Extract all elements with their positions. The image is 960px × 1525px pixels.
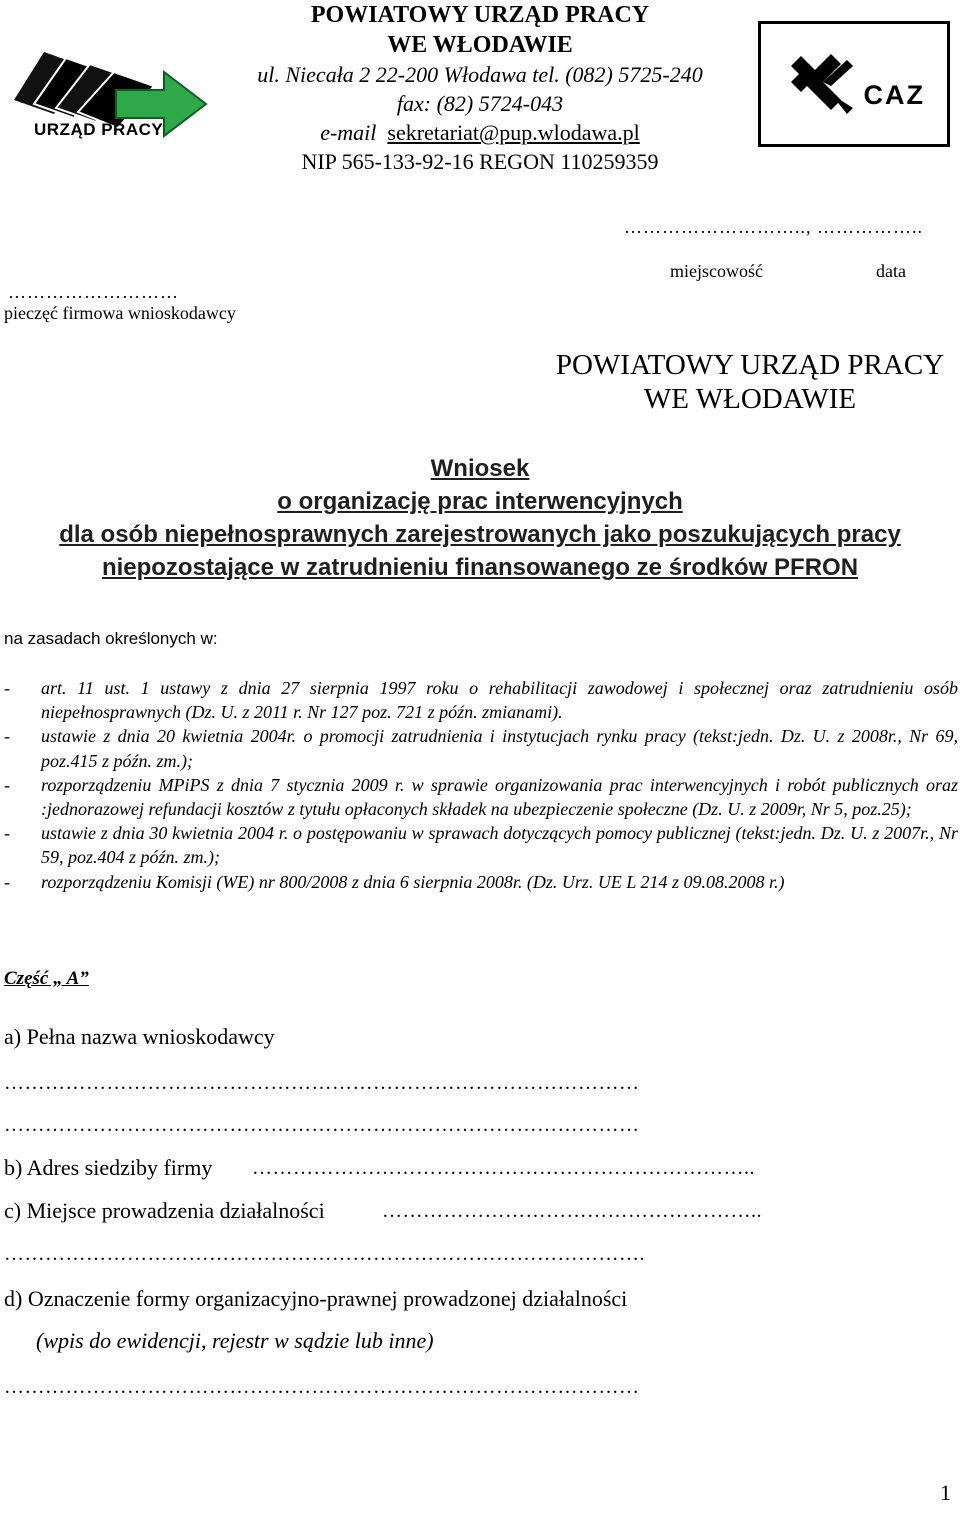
stamp-dots: ……………………… [8,282,179,302]
list-dash: - [4,726,10,747]
title-line2: o organizację prac interwencyjnych [277,488,683,515]
urzad-pracy-logo-text: URZĄD PRACY [34,120,164,139]
legal-basis-text: art. 11 ust. 1 ustawy z dnia 27 sierpnia 1997 roku o rehabilitacji zawodowej i społecznej oraz zatrudnieniu osób niepełnosprawnych (Dz. U. z 2011 r. Nr 127 poz. 721 z późn. zmianami). [41,678,958,723]
place-date-dots: ……………………….., …………….. [624,217,923,237]
field-a-fill-line[interactable]: ………………………………………………………………………………… [4,1072,640,1094]
email-link[interactable]: sekretariat@pup.wlodawa.pl [387,120,640,145]
list-dash: - [4,774,10,795]
date-label: data [876,261,906,281]
title-line3: dla osób niepełnosprawnych zarejestrowanych jako poszukujących pracy [59,521,901,548]
field-d-label: d) Oznaczenie formy organizacyjno-prawnej prowadzonej działalności [4,1286,628,1311]
field-b-label: b) Adres siedziby firmy [4,1155,213,1180]
field-a-label: a) Pełna nazwa wnioskodawcy [4,1024,275,1049]
list-dash: - [4,823,10,844]
office-fax: fax: (82) 5724-043 [396,91,564,116]
legal-basis-text: rozporządzeniu MPiPS z dnia 7 stycznia 2009 r. w sprawie organizowania prac interwencyjnych i robót publicznych oraz :jednorazowej refundacji kosztów z tytułu opłaconych składek na ubezpieczenie społeczne (Dz. U. z 2009r, Nr 5, poz.25); [41,774,958,820]
stamp-label: pieczęć firmowa wnioskodawcy [4,303,236,323]
field-a-fill-line[interactable]: ………………………………………………………………………………… [4,1114,640,1136]
legal-basis-item [4,870,958,894]
field-c-label: c) Miejsce prowadzenia działalności [4,1198,325,1223]
field-c-fill-line[interactable]: …………………………………………………………………………………. [4,1243,645,1265]
office-name-line2: WE WŁODAWIE [387,32,573,58]
field-d-fill-line[interactable]: ………………………………………………………………………………… [4,1376,640,1398]
title-line4: niepozostające w zatrudnieniu finansowanego ze środków PFRON [101,554,859,581]
legal-basis-intro: na zasadach określonych w: [4,629,218,648]
field-d-hint: (wpis do ewidencji, rejestr w sądzie lub inne) [36,1328,434,1353]
part-a-heading: Część „ A” [4,968,89,989]
title-line1: Wniosek [430,455,530,482]
document-title [0,452,960,584]
list-dash: - [4,678,10,698]
legal-basis-list [4,676,958,894]
office-header [250,0,710,176]
field-b-fill-line[interactable]: ……………………………………………………………….. [252,1157,755,1179]
office-address: ul. Niecała 2 22-200 Włodawa tel. (082) 5725-240 [257,62,703,87]
legal-basis-item [4,676,958,724]
legal-basis-text: rozporządzeniu Komisji (WE) nr 800/2008 z dnia 6 sierpnia 2008r. (Dz. Urz. UE L 214 z 09.08.2008 r.) [41,871,785,892]
email-prefix: e-mail [320,120,377,145]
list-dash: - [4,871,10,892]
office-name-line1: POWIATOWY URZĄD PRACY [310,2,650,28]
legal-basis-text: ustawie z dnia 30 kwietnia 2004 r. o postępowaniu w sprawach dotyczących pomocy publicznej (tekst:jedn. Dz. U. z 2007r., Nr 59, poz.404 z późn. zm.); [41,823,958,868]
page-number: 1 [940,1480,951,1505]
legal-basis-item [4,724,958,772]
caz-logo-text: CAZ [863,80,925,110]
office-email [250,118,710,147]
addressee-line1: POWIATOWY URZĄD PRACY [555,349,945,381]
place-label: miejscowość [670,261,763,281]
addressee [500,348,960,416]
legal-basis-item [4,821,958,869]
legal-basis-text: ustawie z dnia 20 kwietnia 2004r. o promocji zatrudnienia i instytucjach rynku pracy (tekst:jedn. Dz. U. z 2008r., Nr 69, poz.415 z późn. zm.); [41,726,958,771]
field-c-fill-line[interactable]: ……………………………………………….. [382,1200,762,1222]
office-nip-regon: NIP 565-133-92-16 REGON 110259359 [301,149,659,174]
addressee-line2: WE WŁODAWIE [643,383,857,415]
legal-basis-item [4,773,958,821]
